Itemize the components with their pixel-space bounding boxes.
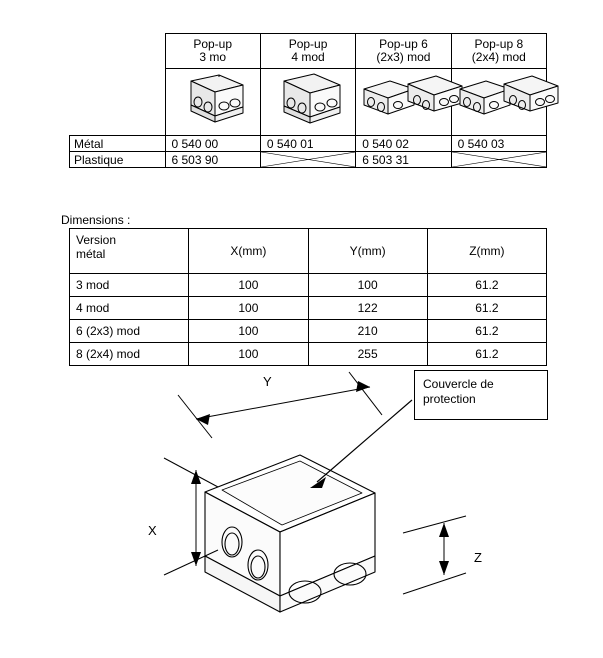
- dimensions-header-version-line1: Version: [76, 233, 117, 247]
- table-row: [70, 320, 547, 343]
- dimension-illustration: [0, 360, 603, 655]
- product-reference-table: [69, 33, 547, 168]
- dim-version-0: 3 mod: [70, 274, 189, 297]
- dimensions-header-z: Z(mm): [427, 229, 546, 274]
- axis-label-z: Z: [474, 550, 482, 565]
- dim-y-3: 255: [308, 343, 427, 366]
- ref-metal-3mod: 0 540 00: [165, 136, 260, 152]
- product-image-cell-3: [356, 69, 451, 136]
- product-column-header-3-line1: Pop-up 6: [379, 37, 428, 51]
- ref-plastique-8mod-unavailable: [451, 152, 546, 168]
- axis-label-y: Y: [263, 374, 272, 389]
- dim-z-3: 61.2: [427, 343, 546, 366]
- product-table-corner-cell: [70, 34, 166, 69]
- row-label-metal: Métal: [70, 136, 166, 152]
- dimensions-header-x: X(mm): [189, 229, 308, 274]
- popup-box-4mod-icon: [264, 71, 352, 131]
- product-column-header-3-line2: (2x3) mod: [376, 50, 431, 64]
- dimensions-title: Dimensions :: [61, 213, 131, 227]
- dim-z-0: 61.2: [427, 274, 546, 297]
- table-row: [70, 152, 547, 168]
- ref-plastique-6mod: 6 503 31: [356, 152, 451, 168]
- dimensions-header-version-line2: métal: [76, 247, 106, 261]
- product-table-header-row: [70, 34, 547, 69]
- product-column-header-2: [260, 34, 355, 69]
- product-column-header-1-line2: 3 mo: [199, 50, 227, 64]
- dim-y-1: 122: [308, 297, 427, 320]
- product-table-corner-cell-2: [70, 69, 166, 136]
- popup-box-3mod-icon: [169, 71, 257, 131]
- ref-metal-4mod: 0 540 01: [260, 136, 355, 152]
- dim-y-0: 100: [308, 274, 427, 297]
- cross-out-icon: [452, 152, 546, 167]
- row-label-plastique: Plastique: [70, 152, 166, 168]
- dimensions-header-row: [70, 229, 547, 274]
- product-column-header-1: [165, 34, 260, 69]
- ref-metal-6mod: 0 540 02: [356, 136, 451, 152]
- ref-metal-8mod: 0 540 03: [451, 136, 546, 152]
- product-table-image-row: [70, 69, 547, 136]
- dim-version-2: 6 (2x3) mod: [70, 320, 189, 343]
- dim-x-1: 100: [189, 297, 308, 320]
- product-image-cell-2: [260, 69, 355, 136]
- product-column-header-4: [451, 34, 546, 69]
- callout-line-2: protection: [423, 392, 476, 406]
- popup-box-8mod-icon: [452, 71, 568, 131]
- table-row: [70, 136, 547, 152]
- dimensions-table: [69, 228, 547, 366]
- dim-x-3: 100: [189, 343, 308, 366]
- product-image-cell-4: [451, 69, 546, 136]
- table-row: [70, 297, 547, 320]
- ref-plastique-3mod: 6 503 90: [165, 152, 260, 168]
- product-column-header-2-line1: Pop-up: [288, 37, 328, 51]
- product-column-header-3: [356, 34, 451, 69]
- dim-version-1: 4 mod: [70, 297, 189, 320]
- product-column-header-2-line2: 4 mod: [291, 50, 325, 64]
- dim-x-2: 100: [189, 320, 308, 343]
- dimensions-header-y: Y(mm): [308, 229, 427, 274]
- dim-y-2: 210: [308, 320, 427, 343]
- dimensions-header-version: [70, 229, 189, 274]
- dim-z-1: 61.2: [427, 297, 546, 320]
- product-image-cell-1: [165, 69, 260, 136]
- table-row: [70, 274, 547, 297]
- callout-line-1: Couvercle de: [423, 377, 494, 391]
- dim-version-3: 8 (2x4) mod: [70, 343, 189, 366]
- dim-x-0: 100: [189, 274, 308, 297]
- callout-couvercle-protection: [414, 370, 548, 420]
- product-column-header-1-line1: Pop-up: [193, 37, 233, 51]
- dim-z-2: 61.2: [427, 320, 546, 343]
- cross-out-icon: [261, 152, 355, 167]
- ref-plastique-4mod-unavailable: [260, 152, 355, 168]
- product-column-header-4-line2: (2x4) mod: [471, 50, 526, 64]
- axis-label-x: X: [148, 523, 157, 538]
- product-column-header-4-line1: Pop-up 8: [474, 37, 524, 51]
